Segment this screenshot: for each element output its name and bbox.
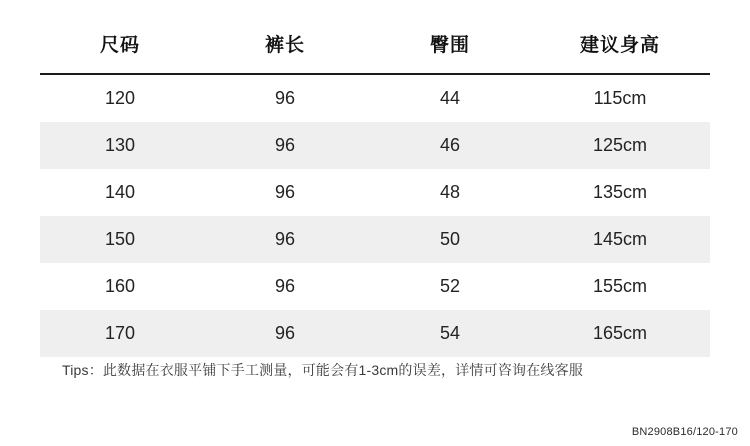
table-header-row xyxy=(40,22,710,74)
cell-recommended-height: 155cm xyxy=(592,276,648,296)
cell-hip: 50 xyxy=(370,216,530,263)
column-header-size: 尺码 xyxy=(40,22,200,74)
table-row xyxy=(40,216,710,263)
cell-pant-length: 96 xyxy=(274,276,296,296)
table-row xyxy=(40,169,710,216)
table-body xyxy=(40,74,710,357)
cell-size: 140 xyxy=(104,182,136,202)
cell-hip: 48 xyxy=(439,182,461,202)
cell-pant-length: 96 xyxy=(274,88,296,108)
table-row xyxy=(40,122,710,169)
cell-size: 130 xyxy=(40,122,200,169)
cell-pant-length: 96 xyxy=(200,216,370,263)
cell-pant-length: 96 xyxy=(200,310,370,357)
cell-size: 160 xyxy=(104,276,136,296)
table-row xyxy=(40,74,710,122)
table-row xyxy=(40,310,710,357)
table-row xyxy=(40,263,710,310)
cell-recommended-height: 115cm xyxy=(593,88,647,108)
column-header-pant-length: 裤长 xyxy=(200,22,370,74)
cell-recommended-height: 135cm xyxy=(592,182,648,202)
size-table xyxy=(40,22,710,357)
cell-size: 120 xyxy=(104,88,136,108)
column-header-hip: 臀围 xyxy=(370,22,530,74)
cell-hip: 46 xyxy=(370,122,530,169)
cell-recommended-height: 145cm xyxy=(530,216,710,263)
cell-hip: 54 xyxy=(370,310,530,357)
column-header-recommended-height: 建议身高 xyxy=(530,22,710,74)
cell-hip: 52 xyxy=(439,276,461,296)
cell-size: 150 xyxy=(40,216,200,263)
cell-recommended-height: 125cm xyxy=(530,122,710,169)
product-code: BN2908B16/120-170 xyxy=(631,426,738,438)
cell-recommended-height: 165cm xyxy=(530,310,710,357)
cell-hip: 44 xyxy=(439,88,461,108)
measurement-tips: Tips：此数据在衣服平铺下手工测量，可能会有1-3cm的误差，详情可咨询在线客服 xyxy=(62,362,584,378)
cell-pant-length: 96 xyxy=(200,122,370,169)
cell-pant-length: 96 xyxy=(274,182,296,202)
cell-size: 170 xyxy=(40,310,200,357)
table-header xyxy=(40,22,710,74)
